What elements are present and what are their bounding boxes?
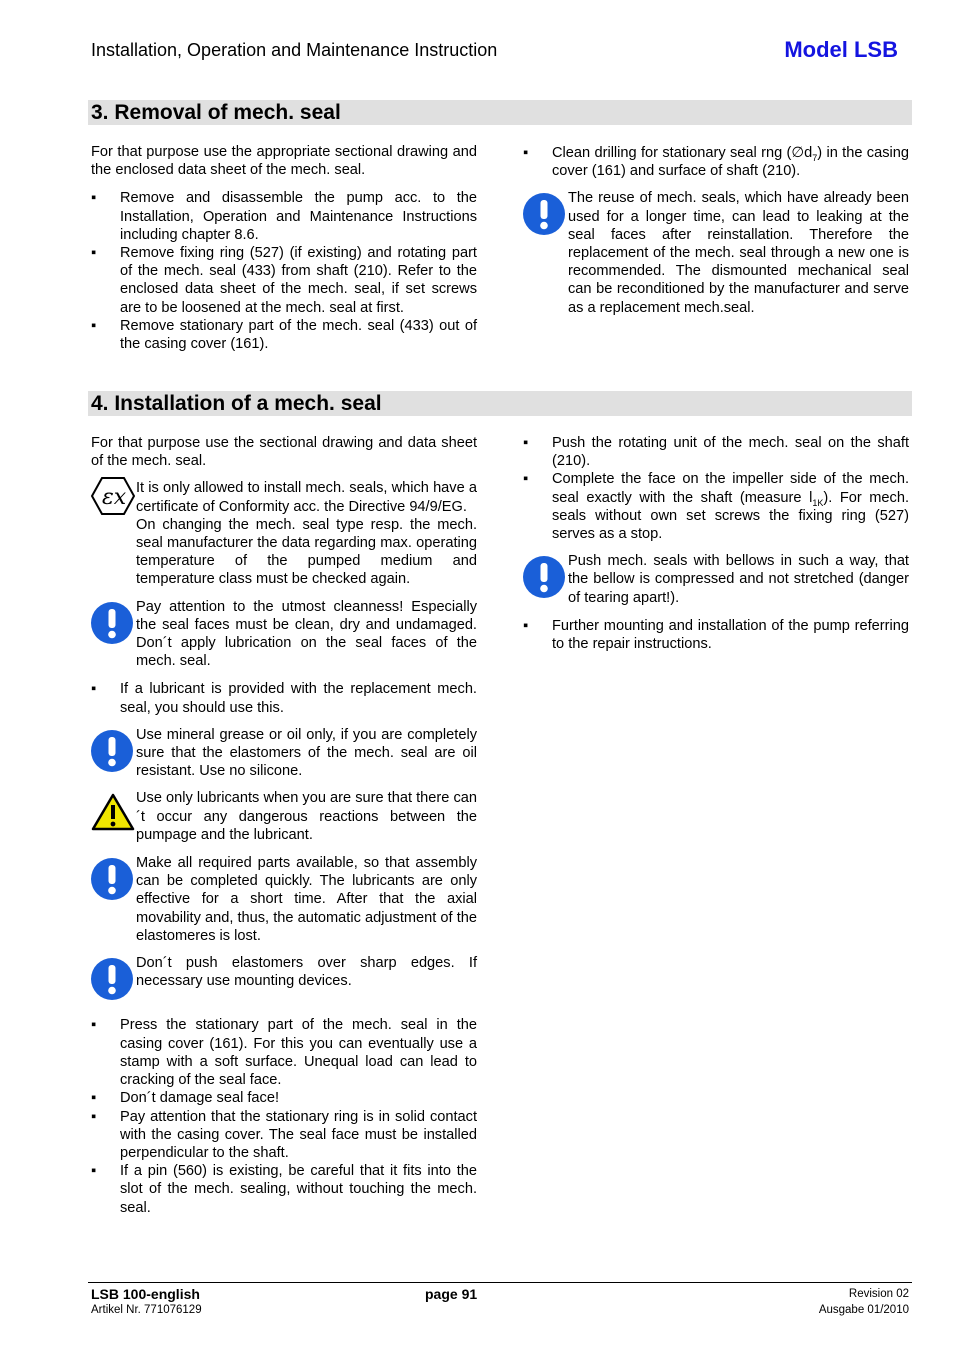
- section4-left-column: [91, 434, 477, 1217]
- bullet-icon: ▪: [91, 681, 97, 698]
- ex-note: εx It is only allowed to install mech. seals, which have a certificate of Conformity acc. the Directive 94/9/EG. On changing the mech. seal type resp. the mech. seal manufacturer the data regarding max. operating temperature of the pumped medium and temperature class must be checked again.: [91, 479, 477, 588]
- bullet-icon: ▪: [523, 617, 529, 634]
- bullet-icon: ▪: [91, 1017, 97, 1034]
- info-icon: [91, 858, 133, 905]
- model-name: Model LSB: [784, 37, 898, 62]
- list-item: ▪ If a lubricant is provided with the replacement mech. seal, you should use this.: [91, 681, 477, 716]
- info-icon: [523, 193, 565, 240]
- info-icon: [91, 602, 133, 649]
- list-item: ▪ Remove stationary part of the mech. seal (433) out of the casing cover (161).: [91, 317, 477, 353]
- bullet-icon: ▪: [523, 471, 529, 488]
- bullet-icon: ▪: [91, 1163, 97, 1180]
- info-note-reuse: The reuse of mech. seals, which have already been used for a longer time, can lead to leaking at the seal faces after reinstallation. Therefore the replacement of the mech. seal through a new one is recommended. The dismounted mechanical seal can be reconditioned by the manufacturer and serve as a replacement mech.seal.: [523, 189, 909, 316]
- section-heading-removal: 3. Removal of mech. seal: [88, 100, 912, 125]
- document-title: Installation, Operation and Maintenance Instruction: [91, 40, 498, 60]
- footer-edition: Ausgabe 01/2010: [818, 1304, 909, 1316]
- bullet-icon: ▪: [91, 317, 97, 334]
- footer-article-number: Artikel Nr. 771076129: [91, 1304, 202, 1316]
- info-icon: [91, 958, 133, 1005]
- list-item: ▪ Push the rotating unit of the mech. seal on the shaft (210).: [523, 435, 909, 470]
- info-note-edges: Don´t push elastomers over sharp edges. If necessary use mounting devices.: [91, 954, 477, 990]
- list-item: ▪ Complete the face on the impeller side of the mech. seal exactly with the shaft (measure $l_{1K}$). For mech. seals without own set screws the fixing ring (527) serves as a stop.: [523, 471, 910, 543]
- info-icon: [523, 556, 565, 603]
- list-item: ▪ Remove fixing ring (527) (if existing) and rotating part of the mech. seal (433) from shaft (210). Refer to the enclosed data sheet of the mech. seal, if set screws are to be loosened at the mech. seal at first.: [91, 245, 477, 316]
- section4-right-column: [523, 434, 909, 653]
- ex-icon: [91, 477, 135, 520]
- info-icon: [91, 730, 133, 777]
- footer-divider: [88, 1282, 912, 1283]
- section3-left-column: [91, 143, 477, 353]
- warning-icon: [91, 793, 135, 836]
- section-heading-installation: 4. Installation of a mech. seal: [88, 391, 912, 416]
- section4-intro: For that purpose use the sectional drawing and data sheet of the mech. seal.: [91, 435, 477, 470]
- warning-note-lubricants: Use only lubricants when you are sure that there can´t occur any dangerous reactions between the pumpage and the lubricant.: [91, 789, 477, 844]
- bullet-icon: ▪: [523, 435, 529, 451]
- list-item: ▪ Don´t damage seal face!: [91, 1090, 279, 1107]
- bullet-icon: ▪: [523, 145, 529, 161]
- footer-page-number: page 91: [425, 1286, 478, 1302]
- svg-text:εx: εx: [102, 485, 127, 511]
- list-item: ▪ Remove and disassemble the pump acc. to the Installation, Operation and Maintenance Instructions including chapter 8.6.: [91, 190, 477, 243]
- info-note-parts: Make all required parts available, so that assembly can be completed quickly. The lubricants are only effective for a short time. After that the axial movability and, thus, the automatic adjustment of the elastomeres is lost.: [91, 854, 477, 945]
- list-item: ▪ Clean drilling for stationary seal rng $(\emptyset d_7)$ in the casing cover (161) and surface of shaft (210).: [523, 145, 909, 180]
- info-note-cleanness: Pay attention to the utmost cleanness! Especially the seal faces must be clean, dry and undamaged. Don´t apply lubrication on the seal faces of the mech. seal.: [91, 598, 477, 671]
- info-note-bellows: Push mech. seals with bellows in such a way, that the bellow is compressed and not stretched (danger of tearing apart!).: [523, 552, 909, 607]
- info-note-grease: Use mineral grease or oil only, if you are completely sure that the elastomers of the mech. seal are oil resistant. Use no silicone.: [91, 726, 477, 781]
- list-item: ▪ If a pin (560) is existing, be careful that it fits into the slot of the mech. sealing, without touching the mech. seal.: [91, 1163, 477, 1216]
- bullet-icon: ▪: [91, 245, 97, 262]
- list-item: ▪ Pay attention that the stationary ring is in solid contact with the casing cover. The seal face must be installed perpendicular to the shaft.: [91, 1108, 477, 1161]
- section3-right-column: [523, 144, 909, 317]
- bullet-icon: ▪: [91, 1108, 97, 1125]
- list-item: ▪ Press the stationary part of the mech. seal in the casing cover (161). For this you can eventually use a stamp with a soft surface. Unequal load can lead to cracking of the seal face.: [91, 1017, 477, 1089]
- bullet-icon: ▪: [91, 1090, 97, 1107]
- footer-doc-name: LSB 100-english: [91, 1286, 200, 1302]
- bullet-icon: ▪: [91, 190, 97, 207]
- footer-revision: Revision 02: [848, 1288, 909, 1300]
- section3-intro: For that purpose use the appropriate sectional drawing and the enclosed data sheet of the mech. seal.: [91, 144, 477, 179]
- list-item: ▪ Further mounting and installation of the pump referring to the repair instructions.: [523, 617, 909, 653]
